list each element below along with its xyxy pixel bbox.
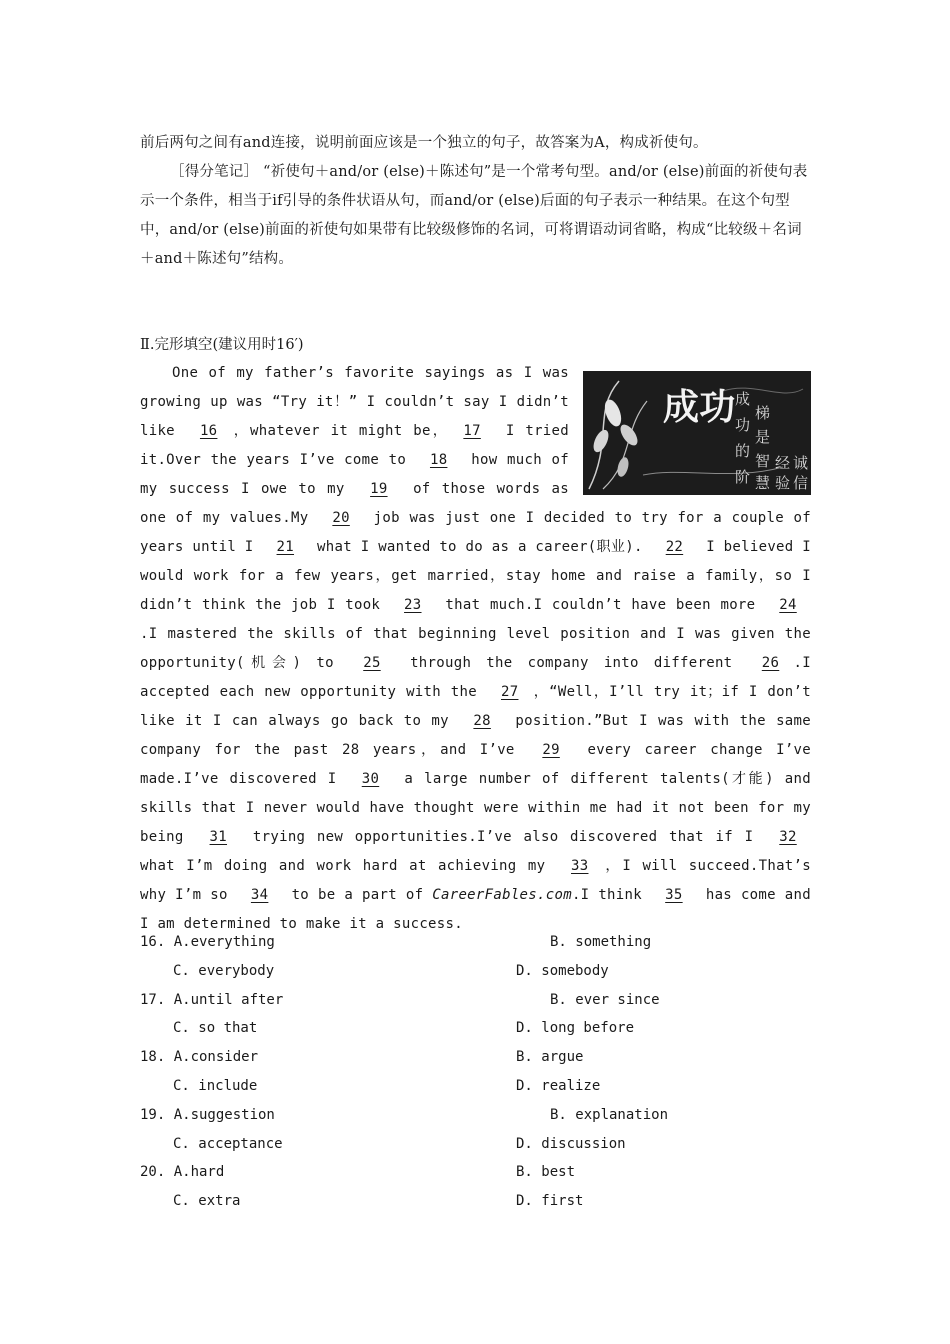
passage-text: .I think bbox=[571, 887, 651, 903]
option-16-d[interactable]: D. somebody bbox=[516, 962, 609, 979]
passage-text: of those words as one of my values.My bbox=[140, 481, 569, 526]
vertical-char: 验 bbox=[775, 474, 791, 492]
option-17-a[interactable]: 17. A.until after bbox=[140, 991, 284, 1008]
option-19-b[interactable]: B. explanation bbox=[550, 1106, 669, 1123]
blank-34[interactable]: 34 bbox=[250, 887, 269, 903]
intro-line: 前后两句之间有and连接，说明前面应该是一个独立的句子，故答案为A，构成祈使句。 bbox=[140, 135, 708, 151]
vertical-char: 慧 bbox=[755, 474, 771, 492]
website-name: CareerFables.com bbox=[432, 887, 572, 903]
option-20-a[interactable]: 20. A.hard bbox=[140, 1164, 225, 1181]
scoring-note-text: ［得分笔记］ “祈使句＋and/or (else)＋陈述句”是一个常考句型。and/or (else)前面的祈使句表示一个条件，相当于if引导的条件状语从句，而and/or (else)后面的句子表示一种结果。在这个句型中，and/or (else)前面的祈使句如果带有比较级修饰的名词，可将谓语动词省略，构成“比较级＋名词＋and＋陈述句”结构。 bbox=[140, 164, 808, 267]
option-row bbox=[140, 1020, 811, 1049]
passage-text: through the company into different bbox=[394, 655, 748, 671]
option-16-c[interactable]: C. everybody bbox=[173, 962, 275, 979]
vertical-char: 梯 bbox=[755, 404, 771, 422]
blank-30[interactable]: 30 bbox=[361, 771, 380, 787]
cloze-passage bbox=[140, 359, 811, 939]
success-illustration bbox=[583, 371, 811, 495]
option-19-a[interactable]: 19. A.suggestion bbox=[140, 1106, 275, 1123]
blank-17[interactable]: 17 bbox=[463, 423, 481, 439]
blank-20[interactable]: 20 bbox=[332, 510, 350, 526]
intro-paragraph bbox=[140, 129, 811, 158]
passage-text: that much.I couldn’t have been more bbox=[435, 597, 766, 613]
option-16-a[interactable]: 16. A.everything bbox=[140, 934, 275, 950]
vertical-char: 阶 bbox=[735, 468, 751, 486]
option-18-c[interactable]: C. include bbox=[173, 1077, 258, 1094]
option-18-b[interactable]: B. argue bbox=[516, 1049, 584, 1066]
option-row bbox=[140, 934, 811, 963]
option-row bbox=[140, 1107, 811, 1136]
passage-text: job was just one I decided to try for a couple of years until I bbox=[140, 510, 812, 555]
option-row bbox=[140, 1193, 811, 1222]
passage-text: I believed I would work for a few years，get married，stay home and raise a family，so I didn’t think the job I took bbox=[140, 539, 811, 613]
blank-19[interactable]: 19 bbox=[370, 481, 388, 497]
option-20-c[interactable]: C. extra bbox=[173, 1193, 241, 1210]
blank-25[interactable]: 25 bbox=[363, 655, 381, 671]
vertical-char: 是 bbox=[755, 428, 771, 446]
option-17-d[interactable]: D. long before bbox=[516, 1020, 635, 1037]
blank-18[interactable]: 18 bbox=[429, 452, 448, 468]
passage-text: ，whatever it might be， bbox=[231, 423, 450, 439]
passage-text: ，“Well，I’ll try it；if I don’t like it I can always go back to my bbox=[140, 684, 811, 729]
blank-29[interactable]: 29 bbox=[542, 742, 560, 758]
option-row bbox=[140, 992, 811, 1021]
passage-text: to be a part of bbox=[282, 887, 433, 903]
option-row bbox=[140, 1049, 811, 1078]
vertical-char: 诚 bbox=[793, 454, 809, 472]
option-16-b[interactable]: B. something bbox=[550, 934, 652, 950]
blank-22[interactable]: 22 bbox=[665, 539, 684, 555]
vertical-char: 成 bbox=[735, 390, 751, 408]
option-17-b[interactable]: B. ever since bbox=[550, 991, 660, 1008]
blank-26[interactable]: 26 bbox=[761, 655, 780, 671]
passage-text: ，I will succeed.That’s why I’m so bbox=[140, 858, 811, 903]
passage-text: .I mastered the skills of that beginning level position and I was given the opportunity(机会) to bbox=[140, 626, 811, 671]
passage-text: what I’m doing and work hard at achieving my bbox=[140, 858, 557, 874]
option-19-d[interactable]: D. discussion bbox=[516, 1135, 626, 1152]
option-row bbox=[140, 963, 811, 992]
blank-33[interactable]: 33 bbox=[571, 858, 589, 874]
option-row bbox=[140, 1164, 811, 1193]
passage-text: .I accepted each new opportunity with the bbox=[140, 655, 811, 700]
option-row bbox=[140, 1136, 811, 1165]
passage-text: what I wanted to do as a career(职业). bbox=[308, 539, 652, 555]
option-17-c[interactable]: C. so that bbox=[173, 1020, 258, 1037]
passage-text: position.”But I was with the same company for the past 28 years，and I’ve bbox=[140, 713, 811, 758]
vertical-char: 信 bbox=[793, 474, 809, 492]
blank-16[interactable]: 16 bbox=[199, 423, 218, 439]
passage-text: One of my father’s favorite sayings as I was growing up was “Try it！” I couldn’t say I didn’t like bbox=[140, 365, 569, 439]
vertical-char: 功 bbox=[735, 416, 751, 434]
option-row bbox=[140, 1078, 811, 1107]
option-20-b[interactable]: B. best bbox=[516, 1164, 576, 1181]
vertical-char: 经 bbox=[775, 454, 791, 472]
blank-21[interactable]: 21 bbox=[276, 539, 295, 555]
option-20-d[interactable]: D. first bbox=[516, 1193, 584, 1210]
blank-27[interactable]: 27 bbox=[501, 684, 519, 700]
passage-text: has come and I am determined to make it a success. bbox=[140, 887, 811, 932]
passage-text: every career change I’ve made.I’ve discovered I bbox=[140, 742, 811, 787]
option-18-d[interactable]: D. realize bbox=[516, 1077, 601, 1094]
vertical-char: 智 bbox=[755, 452, 771, 470]
passage-text: how much of my success I owe to my bbox=[140, 452, 569, 497]
blank-23[interactable]: 23 bbox=[404, 597, 422, 613]
passage-text: trying new opportunities.I’ve also discovered that if I bbox=[241, 829, 765, 845]
success-heading: 成功 bbox=[663, 386, 736, 428]
vertical-char: 的 bbox=[735, 442, 751, 460]
option-18-a[interactable]: 18. A.consider bbox=[140, 1049, 259, 1066]
option-19-c[interactable]: C. acceptance bbox=[173, 1135, 283, 1152]
blank-35[interactable]: 35 bbox=[665, 887, 683, 903]
answer-options bbox=[140, 934, 811, 1222]
blank-28[interactable]: 28 bbox=[473, 713, 491, 729]
blank-32[interactable]: 32 bbox=[779, 829, 797, 845]
section-title: Ⅱ.完形填空(建议用时16′) bbox=[140, 337, 304, 353]
scoring-note-paragraph bbox=[140, 158, 811, 274]
passage-text: I tried it.Over the years I’ve come to bbox=[140, 423, 569, 468]
blank-24[interactable]: 24 bbox=[779, 597, 797, 613]
passage-text: a large number of different talents(才能) and skills that I never would have thought were within me had it not been for my being bbox=[140, 771, 811, 845]
blank-31[interactable]: 31 bbox=[209, 829, 228, 845]
